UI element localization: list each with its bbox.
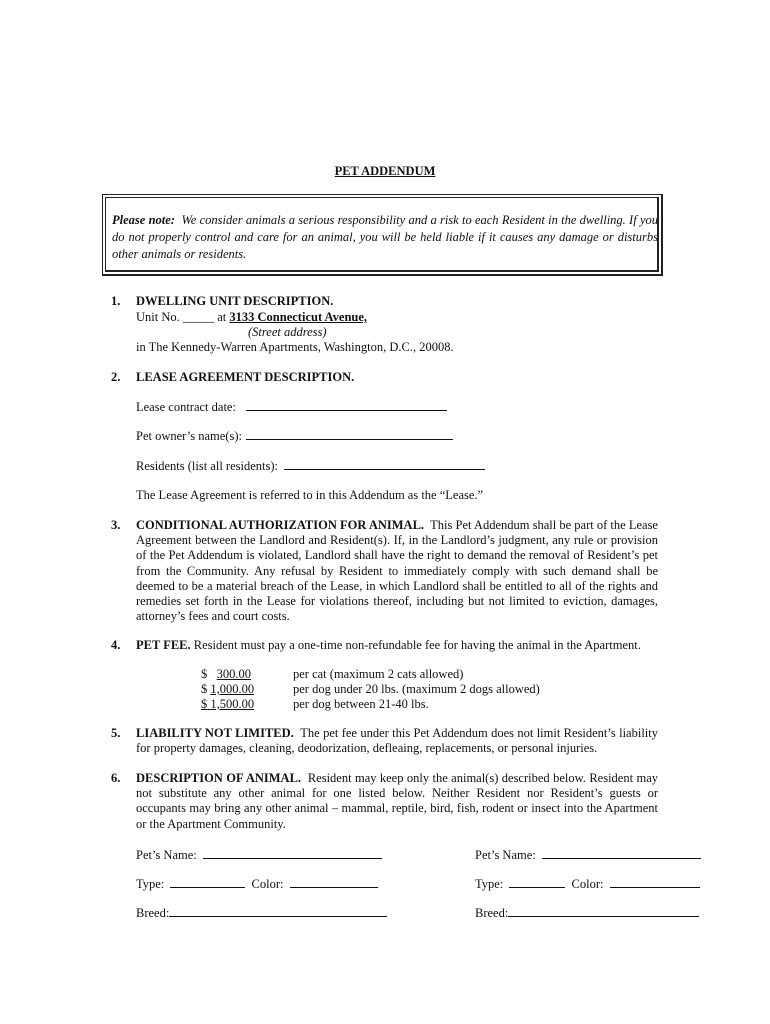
section-1-heading: DWELLING UNIT DESCRIPTION. (136, 294, 334, 308)
fee-cat-amount (201, 667, 259, 682)
section-4-text: Resident must pay a one-time non-refundable fee for having the animal in the Apartment. (193, 638, 641, 652)
fee-medium-dog-amount (201, 697, 259, 712)
pet2-type-field[interactable] (509, 876, 565, 888)
pet1-type-row (136, 876, 378, 892)
fee-small-dog-desc: per dog under 20 lbs. (maximum 2 dogs allowed) (293, 682, 540, 696)
lease-date-label: Lease contract date: (136, 400, 236, 414)
fee-medium-dog-desc: per dog between 21-40 lbs. (293, 697, 429, 711)
pet1-type-label: Type: (136, 877, 165, 891)
pet1-name-row (136, 847, 382, 863)
section-5-number: 5. (111, 726, 121, 740)
residents-row (136, 458, 485, 474)
fee-cat-desc: per cat (maximum 2 cats allowed) (293, 667, 464, 681)
fee-small-dog-amount (201, 682, 259, 697)
pet2-breed-row (475, 905, 699, 921)
fee-value: 1,500.00 (210, 697, 255, 711)
pet1-color-label: Color: (251, 877, 284, 891)
unit-line (136, 310, 367, 325)
pet2-breed-label: Breed: (475, 906, 509, 920)
pet1-color-field[interactable] (290, 876, 378, 888)
pet1-breed-row (136, 905, 387, 921)
fee-value: 1,000.00 (210, 682, 255, 696)
note-text (112, 212, 658, 263)
section-1-number: 1. (111, 294, 121, 308)
section-4-heading: PET FEE. (136, 638, 191, 652)
lease-referred-text: The Lease Agreement is referred to in this Addendum as the “Lease.” (136, 488, 484, 502)
page-title: PET ADDENDUM (334, 164, 436, 178)
pet1-name-field[interactable] (203, 847, 382, 859)
section-6-number: 6. (111, 771, 121, 785)
at-text: at (217, 310, 227, 324)
pet-owner-field[interactable] (246, 428, 453, 440)
pet1-name-label: Pet’s Name: (136, 848, 197, 862)
owner-row (136, 428, 453, 444)
section-5-body (136, 726, 658, 756)
pet-owner-label: Pet owner’s name(s): (136, 429, 242, 443)
unit-number-blank[interactable]: _____ (182, 310, 215, 324)
section-5-text: The pet fee under this Pet Addendum does not limit Resident’s liability for property damages, cleaning, deodorization, defleaing, replacements, or personal injuries. (136, 726, 658, 756)
section-5-heading: LIABILITY NOT LIMITED. (136, 726, 294, 740)
section-4-body (136, 638, 641, 653)
section-2-number: 2. (111, 370, 121, 384)
section-2-heading: LEASE AGREEMENT DESCRIPTION. (136, 370, 355, 384)
pet1-breed-field[interactable] (169, 905, 387, 917)
residents-field[interactable] (284, 458, 485, 470)
pet2-breed-field[interactable] (508, 905, 699, 917)
section-4-number: 4. (111, 638, 121, 652)
pet2-name-field[interactable] (542, 847, 701, 859)
section-3-text: This Pet Addendum shall be part of the Lease Agreement between the Landlord and Resident(s). If, in the Landlord’s judgment, any rule or provision of the Pet Addendum is violated, Landlord shall have the right to demand the removal of Resident’s pet from the Community. Any refusal by Resident to immediately comply with such demand shall be deemed to be a material breach of the Lease, in which Landlord shall be entitled to all of the rights and remedies set forth in the Lease for violations thereof, including but not limited to eviction, damages, attorney’s fees and court costs. (136, 518, 658, 624)
pet2-color-field[interactable] (610, 876, 700, 888)
unit-label: Unit No. (136, 310, 180, 324)
pet2-name-row (475, 847, 701, 863)
pet2-type-label: Type: (475, 877, 504, 891)
fee-currency: $ (201, 667, 208, 681)
lease-date-field[interactable] (246, 399, 447, 411)
street-address-caption: (Street address) (248, 325, 327, 339)
section-6-text: Resident may keep only the animal(s) described below. Resident may not substitute any other animal for one listed below. Neither Resident nor Resident’s guests or occupants may bring any other animal – mammal, reptile, bird, fish, rodent or insect into the Apartment or the Apartment Community. (136, 771, 658, 831)
section-6-heading: DESCRIPTION OF ANIMAL. (136, 771, 302, 785)
pet2-color-label: Color: (571, 877, 604, 891)
pet1-breed-label: Breed: (136, 906, 170, 920)
fee-amount-underlined (201, 697, 254, 711)
section-3-heading: CONDITIONAL AUTHORIZATION FOR ANIMAL. (136, 518, 425, 532)
pet1-type-field[interactable] (170, 876, 245, 888)
fee-currency: $ (201, 682, 208, 696)
note-label: Please note: (112, 213, 175, 227)
pet2-name-label: Pet’s Name: (475, 848, 536, 862)
location-text: in The Kennedy-Warren Apartments, Washington, D.C., 20008. (136, 340, 454, 354)
pet2-type-row (475, 876, 700, 892)
street-address: 3133 Connecticut Avenue, (229, 310, 368, 324)
note-body: We consider animals a serious responsibility and a risk to each Resident in the dwelling. If you do not properly control and care for an animal, you will be held liable if it causes any damage or disturbs other animals or residents. (112, 213, 659, 261)
lease-date-row (136, 399, 447, 415)
section-3-body (136, 518, 658, 624)
residents-label: Residents (list all residents): (136, 459, 278, 473)
fee-currency: $ (201, 697, 208, 711)
section-3-number: 3. (111, 518, 121, 532)
section-6-body (136, 771, 658, 832)
fee-value: 300.00 (216, 667, 251, 681)
